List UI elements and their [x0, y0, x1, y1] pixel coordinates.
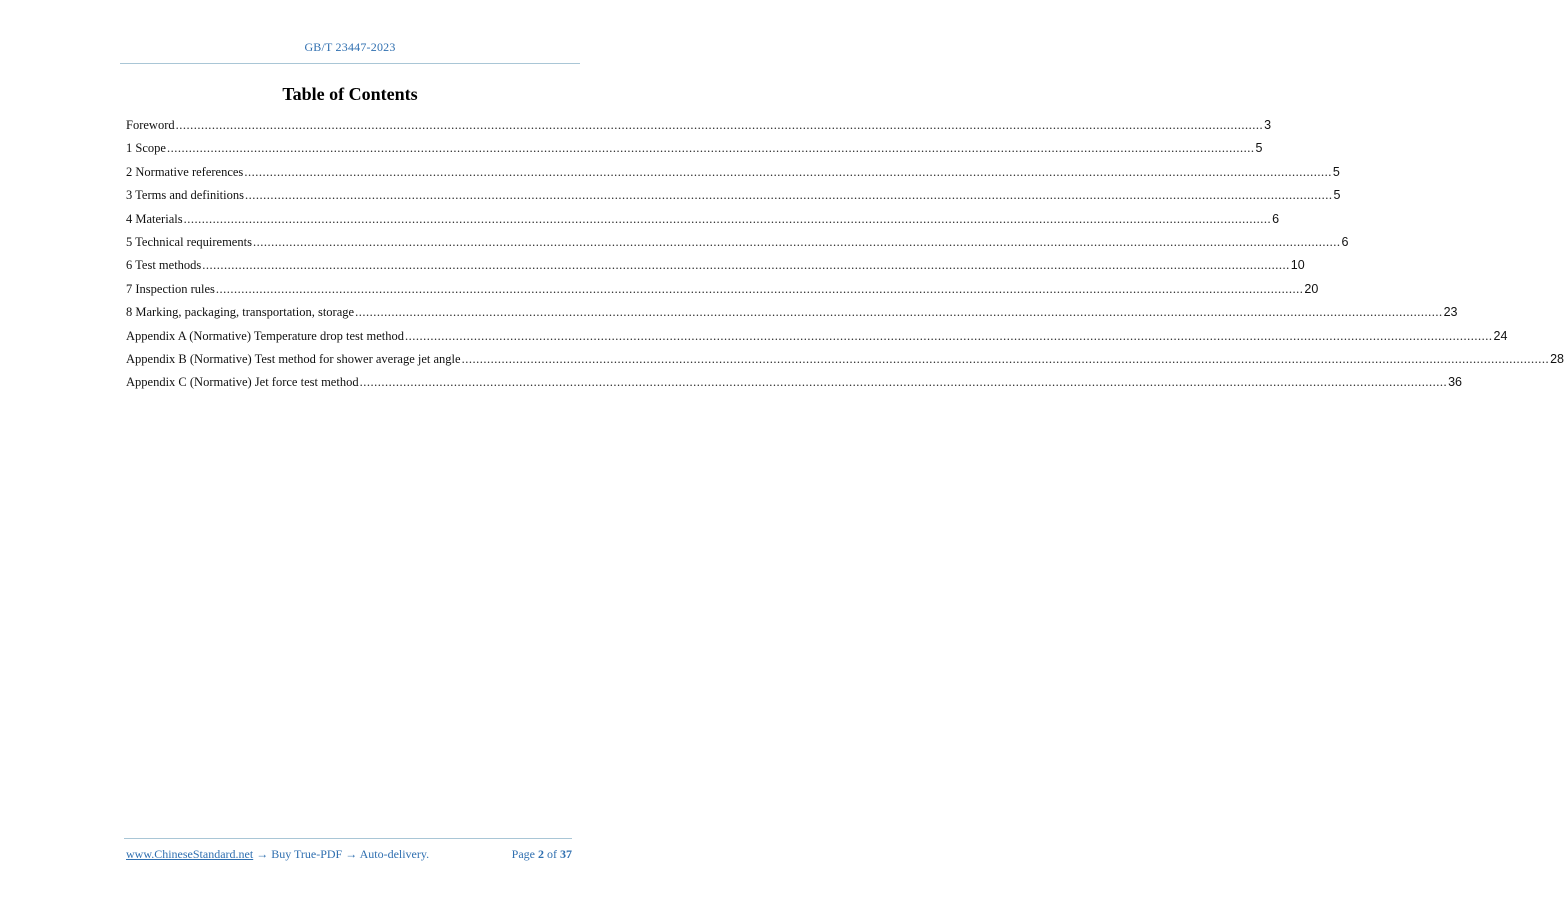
of-word: of: [547, 847, 557, 861]
website-link[interactable]: www.ChineseStandard.net: [126, 847, 254, 861]
toc-entry-page: 6: [1272, 211, 1280, 226]
toc-entry-page: 5: [1333, 188, 1341, 203]
toc-entry-label: Appendix B (Normative) Test method for shower average jet angle: [126, 351, 461, 366]
toc-entry-page: 24: [1493, 328, 1508, 343]
dot-leader: ............................................................................................................................................................................................................................................................................................................: [183, 211, 1272, 226]
dot-leader: ............................................................................................................................................................................................................................................................................................................: [202, 258, 1290, 273]
toc-entry[interactable]: [126, 118, 1272, 141]
toc-entry-label: 4 Materials: [126, 211, 183, 226]
toc-entry[interactable]: [126, 281, 1319, 305]
dot-leader: ............................................................................................................................................................................................................................................................................................................: [252, 234, 1341, 249]
dot-leader: ............................................................................................................................................................................................................................................................................................................: [244, 188, 1333, 203]
footer-promo: [126, 847, 429, 862]
toc-entry[interactable]: [126, 375, 1462, 398]
current-page: 2: [538, 847, 544, 861]
toc-entry-page: 20: [1304, 281, 1319, 296]
page-footer: [126, 847, 572, 862]
toc-entry[interactable]: [126, 258, 1305, 281]
toc-entry-page: 23: [1443, 305, 1458, 320]
toc-entry[interactable]: [126, 234, 1349, 258]
toc-list: [126, 118, 1564, 399]
toc-entry-label: 7 Inspection rules: [126, 281, 215, 296]
dot-leader: ............................................................................................................................................................................................................................................................................................................: [405, 328, 1493, 343]
toc-entry-page: 5: [1255, 141, 1263, 156]
toc-entry-page: 10: [1290, 258, 1305, 273]
toc-entry-page: 28: [1550, 351, 1564, 366]
toc-entry-label: 5 Technical requirements: [126, 234, 252, 249]
toc-entry[interactable]: [126, 351, 1564, 375]
toc-entry[interactable]: [126, 328, 1508, 352]
footer-divider: [124, 838, 572, 839]
dot-leader: ............................................................................................................................................................................................................................................................................................................: [215, 281, 1304, 296]
footer-tagline: → Buy True-PDF → Auto-delivery.: [253, 847, 430, 861]
toc-entry[interactable]: [126, 164, 1340, 188]
toc-entry-page: 3: [1264, 118, 1272, 132]
total-pages: 37: [560, 847, 572, 861]
dot-leader: ............................................................................................................................................................................................................................................................................................................: [355, 305, 1443, 320]
toc-entry-page: 6: [1341, 234, 1349, 249]
header-divider: [120, 63, 580, 64]
toc-entry-label: Appendix C (Normative) Jet force test method: [126, 375, 359, 390]
dot-leader: ............................................................................................................................................................................................................................................................................................................: [359, 375, 1448, 390]
toc-entry-page: 36: [1448, 375, 1462, 390]
toc-entry-label: Foreword: [126, 118, 175, 132]
toc-title: Table of Contents: [282, 84, 418, 104]
toc-entry[interactable]: [126, 141, 1263, 164]
dot-leader: ............................................................................................................................................................................................................................................................................................................: [244, 164, 1332, 179]
page-word: Page: [511, 847, 535, 861]
toc-entry-label: 6 Test methods: [126, 258, 202, 273]
toc-entry-page: 5: [1332, 164, 1340, 179]
toc-entry-label: Appendix A (Normative) Temperature drop test method: [126, 328, 404, 343]
toc-entry[interactable]: [126, 305, 1458, 328]
dot-leader: ............................................................................................................................................................................................................................................................................................................: [166, 141, 1255, 156]
toc-entry[interactable]: [126, 211, 1280, 235]
document-code-header: GB/T 23447-2023: [304, 40, 396, 54]
toc-entry[interactable]: [126, 188, 1341, 211]
page-number: [512, 847, 572, 862]
toc-entry-label: 2 Normative references: [126, 164, 244, 179]
toc-entry-label: 1 Scope: [126, 141, 166, 156]
toc-entry-label: 3 Terms and definitions: [126, 188, 244, 203]
dot-leader: ............................................................................................................................................................................................................................................................................................................: [175, 118, 1264, 132]
toc-entry-label: 8 Marking, packaging, transportation, storage: [126, 305, 355, 320]
dot-leader: ............................................................................................................................................................................................................................................................................................................: [461, 351, 1550, 366]
